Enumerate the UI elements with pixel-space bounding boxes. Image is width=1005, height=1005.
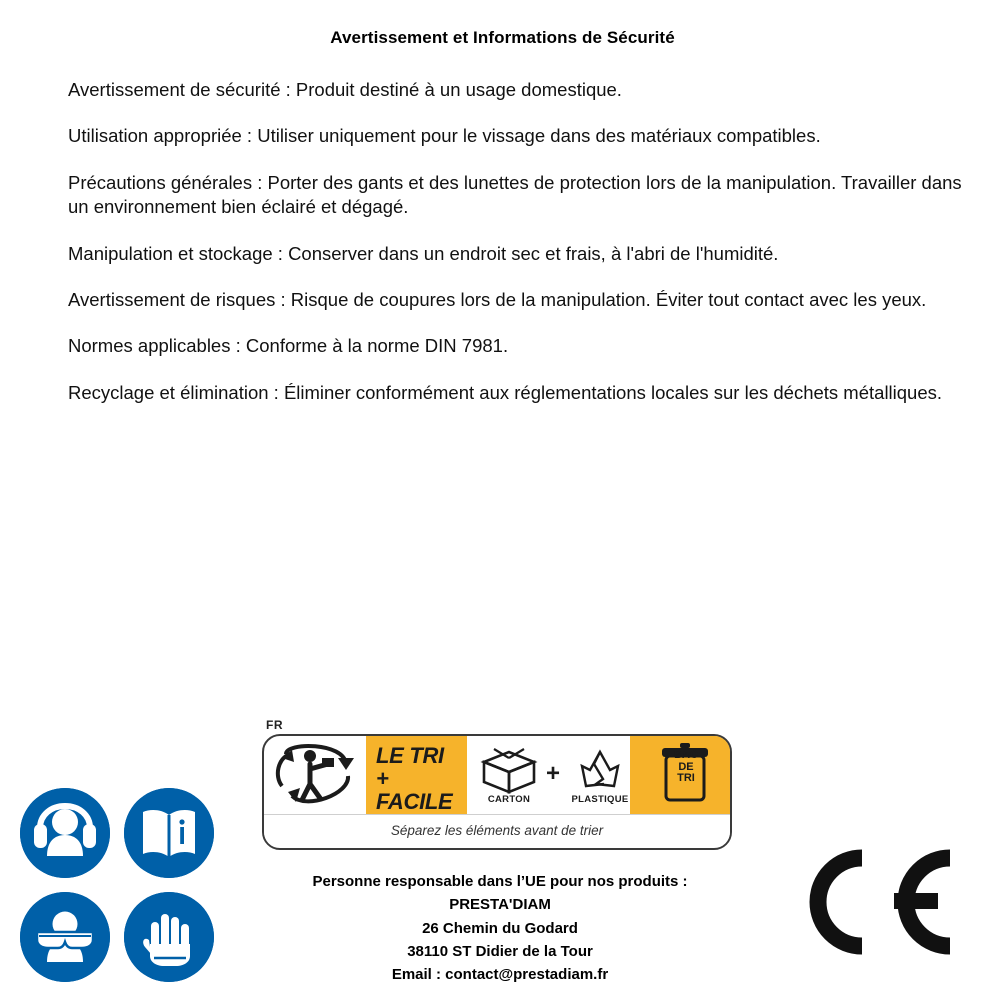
ear-protection-icon: [20, 788, 110, 878]
responsible-person-company: PRESTA'DIAM: [449, 896, 551, 914]
read-instructions-icon: [124, 788, 214, 878]
safety-paragraph: Avertissement de sécurité : Produit destiné à un usage domestique.: [68, 79, 622, 100]
responsible-person-block: [210, 870, 790, 986]
carton-box-icon: [476, 746, 542, 794]
safety-paragraph: Manipulation et stockage : Conserver dans un endroit sec et frais, à l'abri de l'humidité.: [68, 242, 779, 264]
bin-caption: [660, 750, 712, 785]
recycling-footer-text: Séparez les éléments avant de trier: [264, 814, 730, 847]
safety-paragraph: Avertissement de risques : Risque de coupures lors de la manipulation. Éviter tout contact avec les yeux.: [68, 289, 927, 311]
plastic-recycle-icon: [570, 746, 630, 794]
plastic-caption: PLASTIQUE: [571, 794, 629, 805]
safety-paragraph: Recyclage et élimination : Éliminer conformément aux réglementations locales sur les déchets métalliques.: [68, 381, 943, 403]
safety-paragraph: Précautions générales : Porter des gants et des lunettes de protection lors de la manipulation. Travailler dans un environnement bien éclairé et dégagé.: [68, 171, 962, 218]
bin-caption-line1: BAC: [674, 749, 698, 761]
page-title: Avertissement et Informations de Sécurité: [330, 28, 675, 47]
recycling-headline: [376, 744, 466, 813]
bin-caption-line2: DE: [678, 760, 694, 773]
responsible-person-city: 38110 ST Didier de la Tour: [407, 942, 593, 960]
carton-caption: CARTON: [487, 794, 531, 805]
plus-sign: +: [546, 760, 561, 787]
recycling-label: [262, 718, 730, 848]
safety-paragraph: Utilisation appropriée : Utiliser uniquement pour le vissage dans des matériaux compatibles.: [68, 125, 821, 147]
safety-pictogram-group: [18, 788, 222, 988]
responsible-person-email: Email : contact@prestadiam.fr: [391, 966, 609, 983]
safety-text-block: [68, 78, 968, 427]
eye-protection-icon: [20, 892, 110, 982]
responsible-person-street: 26 Chemin du Godard: [422, 919, 578, 937]
recycling-headline-line2: + FACILE: [376, 766, 453, 815]
hand-protection-icon: [124, 892, 214, 982]
ce-mark-icon: [798, 848, 958, 956]
recycling-label-box: [262, 734, 732, 850]
bin-caption-line3: TRI: [677, 772, 695, 785]
triman-icon: [266, 736, 366, 814]
recycling-locale-label: FR: [266, 718, 283, 732]
responsible-person-line1: Personne responsable dans l’UE pour nos produits :: [312, 873, 688, 890]
recycling-headline-line1: LE TRI: [376, 743, 444, 768]
safety-paragraph: Normes applicables : Conforme à la norme DIN 7981.: [68, 335, 509, 357]
